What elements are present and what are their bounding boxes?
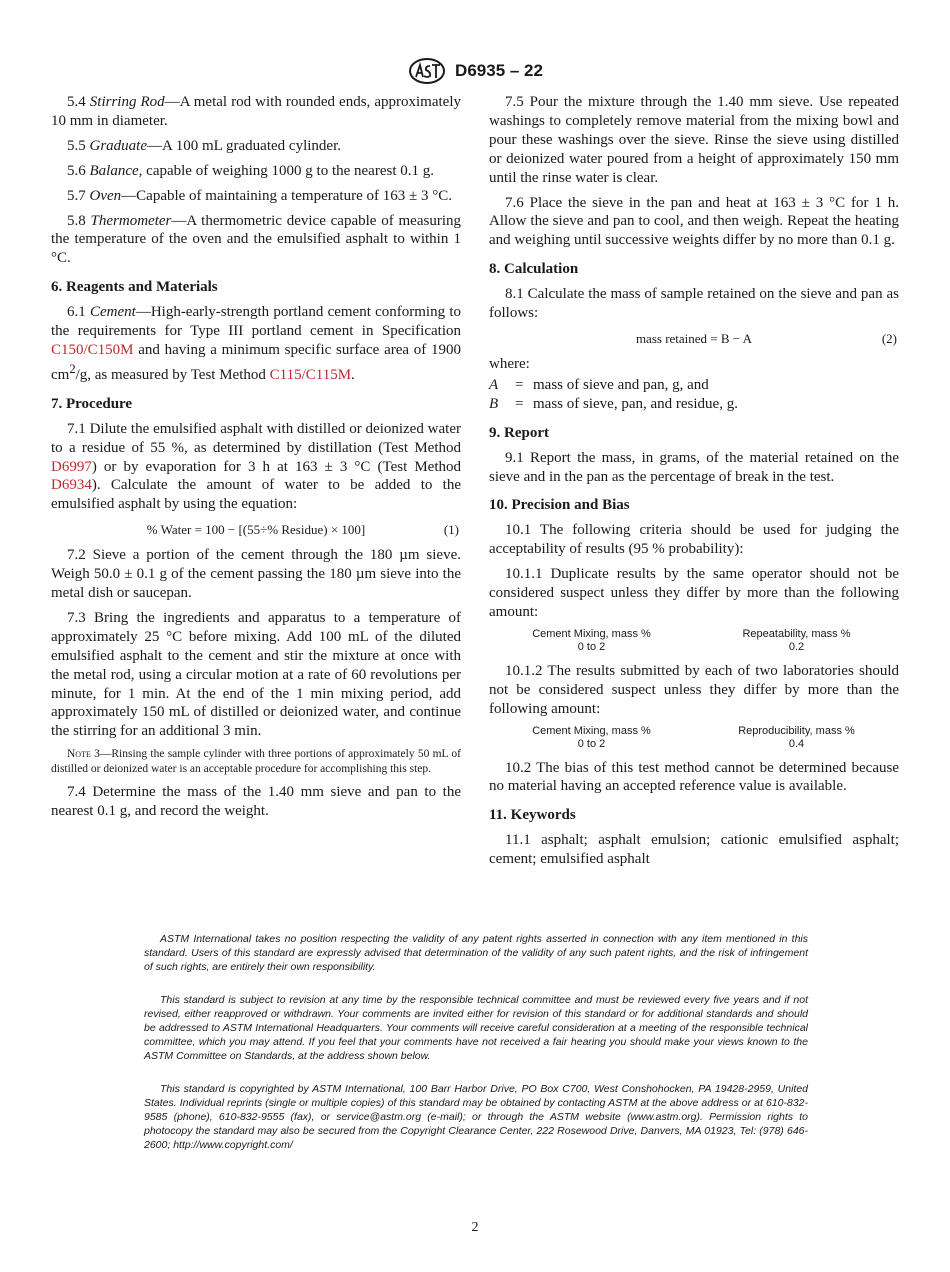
page-header	[0, 56, 950, 86]
left-column	[51, 93, 461, 827]
reproducibility-table	[489, 725, 899, 751]
document-number: D6935 – 22	[455, 61, 543, 80]
equation-number: (2)	[881, 330, 897, 346]
paragraph-7-6: 7.6 Place the sieve in the pan and heat at 163 ± 3 °C for 1 h. Allow the sieve and pan to cool, and then weigh. Repeat the heating and weighing until successive weights differ by no more than 0.1 g.	[489, 194, 899, 249]
section-heading-10: 10. Precision and Bias	[489, 497, 630, 514]
paragraph-7-4: 7.4 Determine the mass of the 1.40 mm sieve and pan to the nearest 0.1 g, and record the weight.	[51, 784, 461, 820]
reference-link-c150[interactable]: C150/C150M	[51, 341, 134, 358]
paragraph-5-7: 5.7 Oven—Capable of maintaining a temperature of 163 ± 3 °C.	[67, 187, 452, 204]
right-column	[489, 93, 899, 875]
table-header: Reproducibility, mass %	[738, 724, 855, 737]
page-number: 2	[471, 1220, 479, 1235]
paragraph-10-2: 10.2 The bias of this test method cannot be determined because no material having an accepted reference value is available.	[489, 759, 899, 795]
reference-link-d6934[interactable]: D6934	[51, 477, 92, 494]
footer-patent-notice: ASTM International takes no position respecting the validity of any patent rights asserted in connection with any item mentioned in this standard. Users of this standard are expressly advised that determination of the validity of any such patent rights, and the risk of infringement of such rights, are entirely their own responsibility.	[144, 933, 808, 973]
paragraph-5-8: 5.8 Thermometer—A thermometric device capable of measuring the temperature of the oven and the emulsified asphalt to within 1 °C.	[51, 212, 461, 267]
footer-copyright-notice: This standard is copyrighted by ASTM International, 100 Barr Harbor Drive, PO Box C700, West Conshohocken, PA 19428-2959, United States. Individual reprints (single or multiple copies) of this standard may be obtained by contacting ASTM at the above address or at 610-832-9585 (phone), 610-832-9555 (fax), or service@astm.org (e-mail); or through the ASTM website (www.astm.org). Permission rights to photocopy the standard may also be secured from the Copyright Clearance Center, 222 Rosewood Drive, Danvers, MA 01923, Tel: (978) 646-2600; http://www.copyright.com/	[144, 1083, 808, 1151]
paragraph-7-5: 7.5 Pour the mixture through the 1.40 mm sieve. Use repeated washings to completely remove material from the mixing bowl and pour these washings over the sieve. Rinse the sieve using distilled or deionized water poured from a height of approximately 150 mm until the rinse water is clear.	[489, 94, 899, 186]
equation-number: (1)	[443, 522, 459, 538]
reference-link-c115[interactable]: C115/C115M	[269, 366, 352, 383]
paragraph-10-1: 10.1 The following criteria should be used for judging the acceptability of results (95 % probability):	[489, 522, 899, 558]
table-header: Cement Mixing, mass %	[532, 724, 651, 737]
where-item: B = mass of sieve, pan, and residue, g.	[489, 395, 738, 412]
paragraph-10-1-2: 10.1.2 The results submitted by each of two laboratories should not be considered suspect unless they differ by more than the following amount:	[489, 662, 899, 717]
table-cell: 0 to 2	[577, 737, 606, 750]
paragraph-11-1: 11.1 asphalt; asphalt emulsion; cationic emulsified asphalt; cement; emulsified asphalt	[489, 832, 899, 868]
paragraph-8-1: 8.1 Calculate the mass of sample retained on the sieve and pan as follows:	[489, 286, 899, 322]
where-item: A = mass of sieve and pan, g, and	[489, 376, 709, 393]
section-heading-7: 7. Procedure	[51, 395, 133, 412]
paragraph-5-5: 5.5 Graduate—A 100 mL graduated cylinder.	[67, 137, 341, 154]
table-cell: 0.4	[788, 737, 805, 750]
repeatability-table	[489, 628, 899, 654]
paragraph-6-1: 6.1 Cement—High-early-strength portland cement conforming to the requirements for Type III portland cement in Specification C150/C150M and having a minimum specific surface area of 1900 $cm^2/g$, as measured by Test Method C115/C115M.	[51, 304, 461, 383]
section-heading-6: 6. Reagents and Materials	[51, 279, 218, 296]
section-heading-8: 8. Calculation	[489, 261, 579, 278]
reference-link-d6997[interactable]: D6997	[51, 458, 92, 475]
paragraph-9-1: 9.1 Report the mass, in grams, of the material retained on the sieve and in the pan as the percentage of break in the test.	[489, 449, 899, 485]
paragraph-10-1-1: 10.1.1 Duplicate results by the same operator should not be considered suspect unless they differ by more than the following amount:	[489, 566, 899, 620]
table-cell: 0 to 2	[577, 640, 606, 653]
section-heading-9: 9. Report	[489, 424, 549, 441]
section-heading-11: 11. Keywords	[489, 807, 576, 824]
paragraph-7-1: 7.1 Dilute the emulsified asphalt with distilled or deionized water to a residue of 55 %, as determined by distillation (Test Method D6997) or by evaporation for 3 h at 163 ± 3 °C (Test Method D6934). Calculate the amount of water to be added to the emulsified asphalt by using the equation:	[51, 420, 461, 513]
table-cell: 0.2	[788, 640, 805, 653]
table-header: Repeatability, mass %	[742, 627, 851, 640]
equation-2: mass retained = B − A (2)	[489, 329, 899, 349]
footer-revision-notice: This standard is subject to revision at any time by the responsible technical committee and must be reviewed every five years and if not revised, either reapproved or withdrawn. Your comments are invited either for revision of this standard or for additional standards and should be addressed to ASTM International Headquarters. Your comments will receive careful consideration at a meeting of the responsible technical committee, which you may attend. If you feel that your comments have not received a fair hearing you should make your views known to the ASTM Committee on Standards, at the address shown below.	[144, 994, 808, 1062]
note-3: Note 3—Rinsing the sample cylinder with three portions of approximately 50 mL of distilled or deionized water is an acceptable procedure for accomplishing this step.	[51, 748, 461, 776]
paragraph-5-6: 5.6 Balance, capable of weighing 1000 g to the nearest 0.1 g.	[67, 162, 434, 179]
paragraph-7-3: 7.3 Bring the ingredients and apparatus to a temperature of approximately 25 °C before mixing. Add 100 mL of the diluted emulsified asphalt to the cement and stir the mixture at once with the metal rod, using a circular motion at a rate of 60 revolutions per minute, for 1 min. At the end of the 1 min mixing period, add approximately 150 mL of distilled or deionized water, and continue the stirring for an additional 3 min.	[51, 609, 461, 740]
equation-1: % Water = 100 − [(55÷% Residue) × 100] (1)	[51, 520, 461, 540]
table-header: Cement Mixing, mass %	[532, 627, 651, 640]
where-label: where:	[489, 355, 530, 372]
paragraph-5-4: 5.4 Stirring Rod—A metal rod with rounded ends, approximately 10 mm in diameter.	[51, 94, 461, 129]
astm-logo-icon	[407, 56, 447, 86]
paragraph-7-2: 7.2 Sieve a portion of the cement through the 180 µm sieve. Weigh 50.0 ± 0.1 g of the cement passing the 180 µm sieve into the metal dish or saucepan.	[51, 547, 461, 602]
